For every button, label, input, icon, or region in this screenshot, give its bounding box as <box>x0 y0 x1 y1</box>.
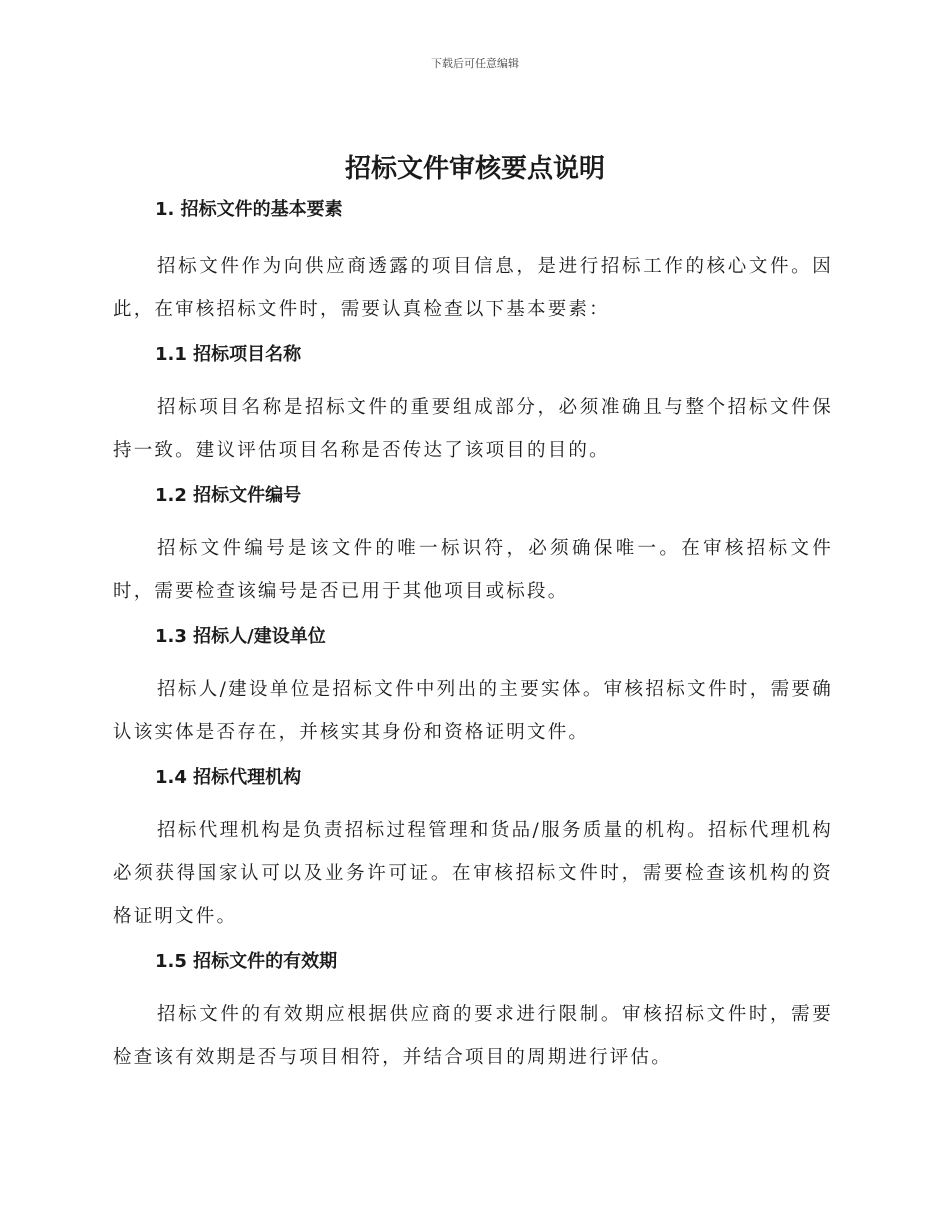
subsection-heading: 1.5 招标文件的有效期 <box>155 951 338 972</box>
subsection-paragraph: 招标文件编号是该文件的唯一标识符，必须确保唯一。在审核招标文件时，需要检查该编号是否已用于其他项目或标段。 <box>113 538 833 602</box>
subsection-paragraph: 招标人/建设单位是招标文件中列出的主要实体。审核招标文件时，需要确认该实体是否存在，并核实其身份和资格证明文件。 <box>113 679 833 743</box>
subsection-heading: 1.4 招标代理机构 <box>155 767 302 788</box>
subsection-paragraph: 招标文件的有效期应根据供应商的要求进行限制。审核招标文件时，需要检查该有效期是否与项目相符，并结合项目的周期进行评估。 <box>113 1004 833 1068</box>
subsection-heading: 1.3 招标人/建设单位 <box>155 626 326 647</box>
section-intro-paragraph: 招标文件作为向供应商透露的项目信息，是进行招标工作的核心文件。因此，在审核招标文件时，需要认真检查以下基本要素： <box>113 256 833 320</box>
subsection-paragraph: 招标项目名称是招标文件的重要组成部分，必须准确且与整个招标文件保持一致。建议评估项目名称是否传达了该项目的目的。 <box>113 397 833 461</box>
subsection-paragraph: 招标代理机构是负责招标过程管理和货品/服务质量的机构。招标代理机构必须获得国家认可以及业务许可证。在审核招标文件时，需要检查该机构的资格证明文件。 <box>113 820 833 927</box>
document-title: 招标文件审核要点说明 <box>344 154 605 184</box>
subsection-heading: 1.1 招标项目名称 <box>155 344 302 365</box>
header-note: 下载后可任意编辑 <box>431 57 519 70</box>
section-heading: 1. 招标文件的基本要素 <box>155 199 343 220</box>
subsection-heading: 1.2 招标文件编号 <box>155 485 302 506</box>
document-body <box>113 196 833 1089</box>
